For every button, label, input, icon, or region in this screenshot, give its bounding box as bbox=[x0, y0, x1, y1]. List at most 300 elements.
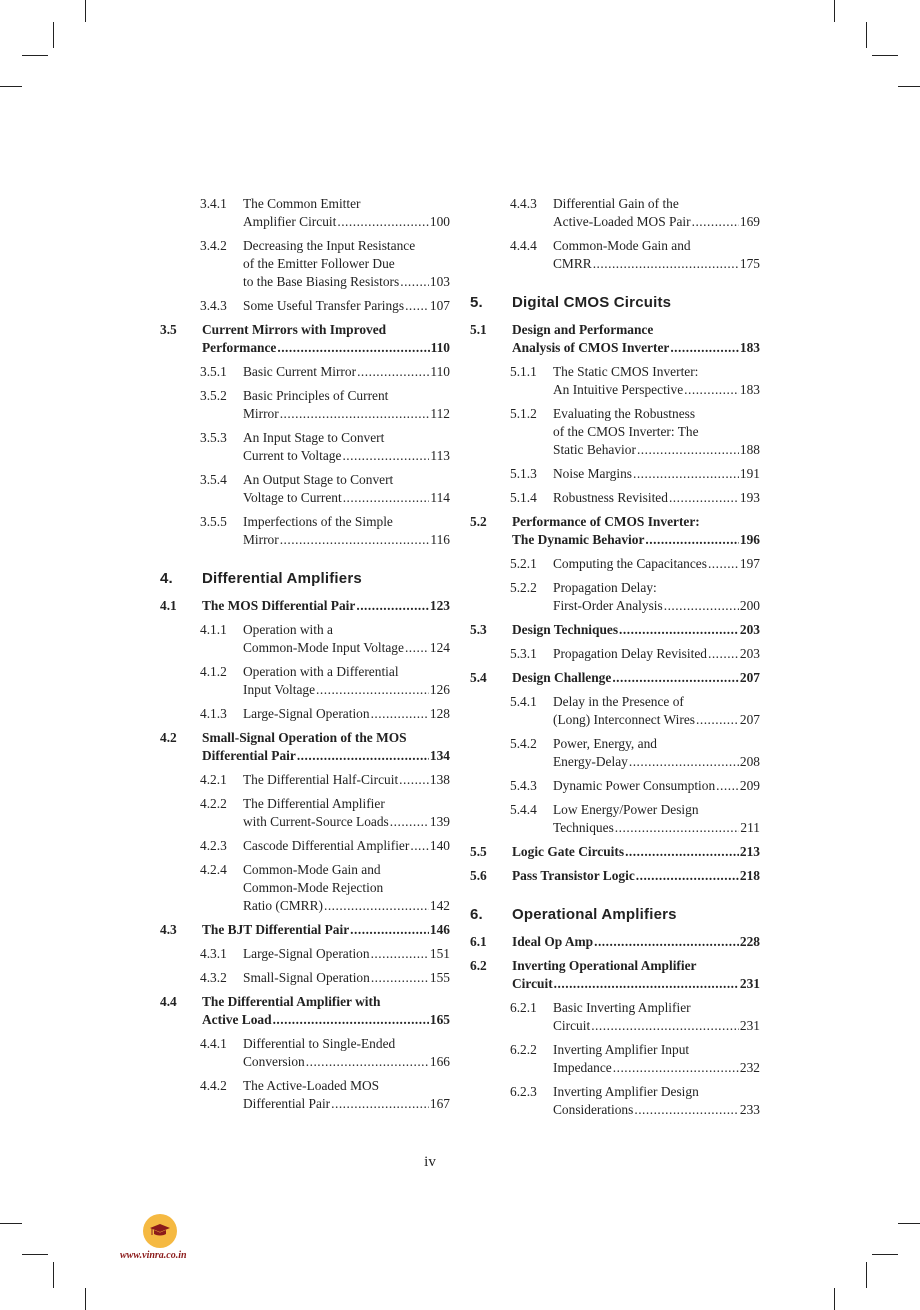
entry-title-line: An Output Stage to Convert bbox=[243, 472, 394, 487]
entry-page-number: 193 bbox=[739, 490, 760, 505]
toc-subsection-entry bbox=[160, 771, 450, 789]
toc-subsection-entry bbox=[470, 237, 760, 273]
entry-page-number: 188 bbox=[739, 442, 760, 457]
dot-leader bbox=[716, 777, 739, 795]
entry-title-line: of the Emitter Follower Due bbox=[243, 256, 395, 271]
entry-number: 4.1.2 bbox=[200, 664, 227, 679]
toc-subsection-entry bbox=[160, 363, 450, 381]
entry-page-number: 124 bbox=[429, 640, 450, 655]
entry-title-line: The Dynamic Behavior bbox=[512, 532, 645, 547]
entry-title-line: Common-Mode Input Voltage bbox=[243, 640, 404, 655]
entry-page-number: 231 bbox=[739, 976, 760, 991]
entry-title-line: Evaluating the Robustness bbox=[553, 406, 696, 421]
toc-subsection-entry bbox=[470, 579, 760, 615]
dot-leader bbox=[634, 1101, 739, 1119]
dot-leader bbox=[400, 273, 429, 291]
entry-page-number: 203 bbox=[739, 622, 760, 637]
dot-leader bbox=[280, 405, 430, 423]
toc-subsection-entry bbox=[160, 387, 450, 423]
entry-page-number: 169 bbox=[739, 214, 760, 229]
entry-title-line: Large-Signal Operation bbox=[243, 946, 370, 961]
toc-section-entry bbox=[470, 957, 760, 993]
dot-leader bbox=[629, 753, 739, 771]
dot-leader bbox=[273, 1011, 429, 1029]
entry-number: 5.1.3 bbox=[510, 466, 537, 481]
dot-leader bbox=[625, 843, 739, 861]
entry-page-number: 107 bbox=[429, 298, 450, 313]
entry-title-line: Active-Loaded MOS Pair bbox=[553, 214, 691, 229]
entry-title-line: Propagation Delay Revisited bbox=[553, 646, 707, 661]
crop-mark bbox=[834, 1288, 835, 1310]
entry-number: 5.3 bbox=[470, 622, 487, 637]
dot-leader bbox=[708, 555, 739, 573]
entry-number: 3.5.2 bbox=[200, 388, 227, 403]
toc-section-entry bbox=[470, 321, 760, 357]
toc-subsection-entry bbox=[470, 1041, 760, 1077]
dot-leader bbox=[633, 465, 739, 483]
entry-number: 4.4.1 bbox=[200, 1036, 227, 1051]
toc-subsection-entry bbox=[160, 237, 450, 291]
entry-number: 4.2.1 bbox=[200, 772, 227, 787]
entry-title-line: The Common Emitter bbox=[243, 196, 361, 211]
dot-leader bbox=[669, 489, 739, 507]
toc-subsection-entry bbox=[470, 1083, 760, 1119]
entry-number: 4.3 bbox=[160, 922, 177, 937]
entry-page-number: 183 bbox=[739, 382, 760, 397]
entry-page-number: 138 bbox=[429, 772, 450, 787]
dot-leader bbox=[670, 339, 739, 357]
toc-subsection-entry bbox=[470, 693, 760, 729]
entry-page-number: 140 bbox=[429, 838, 450, 853]
entry-title-line: CMRR bbox=[553, 256, 592, 271]
entry-number: 6.2.2 bbox=[510, 1042, 537, 1057]
entry-page-number: 200 bbox=[739, 598, 760, 613]
toc-subsection-entry bbox=[470, 999, 760, 1035]
entry-title-line: Operation with a Differential bbox=[243, 664, 399, 679]
entry-page-number: 113 bbox=[430, 448, 450, 463]
entry-number: 4.2.2 bbox=[200, 796, 227, 811]
crop-mark bbox=[834, 0, 835, 22]
crop-mark bbox=[85, 1288, 86, 1310]
entry-title-line: Decreasing the Input Resistance bbox=[243, 238, 416, 253]
entry-title-line: Impedance bbox=[553, 1060, 612, 1075]
entry-page-number: 231 bbox=[739, 1018, 760, 1033]
entry-title-line: Amplifier Circuit bbox=[243, 214, 337, 229]
entry-page-number: 155 bbox=[429, 970, 450, 985]
entry-title-line: The Differential Half-Circuit bbox=[243, 772, 399, 787]
dot-leader bbox=[371, 705, 429, 723]
entry-number: 5.1.1 bbox=[510, 364, 537, 379]
entry-number: 3.5.3 bbox=[200, 430, 227, 445]
dot-leader bbox=[664, 597, 739, 615]
entry-page-number: 126 bbox=[429, 682, 450, 697]
crop-mark bbox=[0, 1223, 22, 1224]
toc-subsection-entry bbox=[160, 945, 450, 963]
toc-subsection-entry bbox=[470, 555, 760, 573]
entry-title-line: The Active-Loaded MOS bbox=[243, 1078, 380, 1093]
entry-number: 5.3.1 bbox=[510, 646, 537, 661]
entry-page-number: 191 bbox=[739, 466, 760, 481]
dot-leader bbox=[692, 213, 739, 231]
dot-leader bbox=[324, 897, 429, 915]
dot-leader bbox=[612, 669, 739, 687]
entry-title-line: Active Load bbox=[202, 1012, 272, 1027]
toc-subsection-entry bbox=[160, 969, 450, 987]
toc-section-entry bbox=[160, 993, 450, 1029]
entry-title-line: Circuit bbox=[553, 1018, 591, 1033]
entry-page-number: 218 bbox=[739, 868, 760, 883]
entry-number: 3.4.1 bbox=[200, 196, 227, 211]
entry-number: 5.1.4 bbox=[510, 490, 537, 505]
entry-title-line: Input Voltage bbox=[243, 682, 316, 697]
entry-number: 3.4.2 bbox=[200, 238, 227, 253]
dot-leader bbox=[405, 639, 429, 657]
entry-title-line: (Long) Interconnect Wires bbox=[553, 712, 695, 727]
entry-page-number: 196 bbox=[739, 532, 760, 547]
entry-title-line: Design Techniques bbox=[512, 622, 619, 637]
entry-number: 5.5 bbox=[470, 844, 487, 859]
entry-number: 5.4.1 bbox=[510, 694, 537, 709]
entry-page-number: 207 bbox=[739, 712, 760, 727]
crop-mark bbox=[22, 55, 48, 56]
crop-mark bbox=[53, 1262, 54, 1288]
dot-leader bbox=[371, 945, 429, 963]
dot-leader bbox=[591, 1017, 739, 1035]
entry-page-number: 209 bbox=[739, 778, 760, 793]
entry-title-line: Some Useful Transfer Parings bbox=[243, 298, 405, 313]
toc-subsection-entry bbox=[160, 861, 450, 915]
crop-mark bbox=[898, 1223, 920, 1224]
entry-number: 4.3.1 bbox=[200, 946, 227, 961]
entry-title-line: Current Mirrors with Improved bbox=[202, 322, 387, 337]
entry-title-line: Ratio (CMRR) bbox=[243, 898, 323, 913]
entry-title-line: Energy-Delay bbox=[553, 754, 628, 769]
entry-number: 4.4.4 bbox=[510, 238, 537, 253]
entry-title-line: An Input Stage to Convert bbox=[243, 430, 385, 445]
page-number: iv bbox=[424, 1154, 436, 1170]
toc-subsection-entry bbox=[160, 795, 450, 831]
dot-leader bbox=[277, 339, 429, 357]
dot-leader bbox=[390, 813, 429, 831]
entry-number: 5.4.4 bbox=[510, 802, 537, 817]
dot-leader bbox=[636, 867, 739, 885]
entry-page-number: 123 bbox=[429, 598, 450, 613]
entry-title-line: The BJT Differential Pair bbox=[202, 922, 350, 937]
entry-title-line: Imperfections of the Simple bbox=[243, 514, 393, 529]
entry-page-number: 213 bbox=[739, 844, 760, 859]
entry-title-line: Circuit bbox=[512, 976, 553, 991]
entry-page-number: 110 bbox=[430, 364, 450, 379]
crop-mark bbox=[0, 86, 22, 87]
toc-subsection-entry bbox=[160, 1035, 450, 1071]
toc-section-entry bbox=[470, 933, 760, 951]
entry-title-line: Differential Pair bbox=[202, 748, 296, 763]
entry-title-line: Performance bbox=[202, 340, 277, 355]
dot-leader bbox=[684, 381, 739, 399]
entry-page-number: 112 bbox=[430, 406, 450, 421]
toc-subsection-entry bbox=[470, 777, 760, 795]
chapter-number: 5. bbox=[470, 294, 483, 311]
entry-title-line: An Intuitive Perspective bbox=[553, 382, 684, 397]
toc-section-entry bbox=[470, 669, 760, 687]
dot-leader bbox=[619, 621, 739, 639]
toc-subsection-entry bbox=[160, 195, 450, 231]
toc-subsection-entry bbox=[470, 801, 760, 837]
entry-page-number: 166 bbox=[429, 1054, 450, 1069]
entry-number: 5.4 bbox=[470, 670, 487, 685]
entry-number: 3.5 bbox=[160, 322, 177, 337]
entry-page-number: 142 bbox=[429, 898, 450, 913]
toc-section-entry bbox=[470, 867, 760, 885]
entry-number: 4.3.2 bbox=[200, 970, 227, 985]
entry-number: 4.2 bbox=[160, 730, 177, 745]
dot-leader bbox=[696, 711, 739, 729]
entry-title-line: Conversion bbox=[243, 1054, 305, 1069]
entry-page-number: 175 bbox=[739, 256, 760, 271]
entry-title-line: Performance of CMOS Inverter: bbox=[512, 514, 700, 529]
entry-page-number: 100 bbox=[429, 214, 450, 229]
entry-number: 4.1 bbox=[160, 598, 177, 613]
toc-section-entry bbox=[160, 921, 450, 939]
entry-page-number: 228 bbox=[739, 934, 760, 949]
entry-title-line: Cascode Differential Amplifier bbox=[243, 838, 410, 853]
entry-title-line: Voltage to Current bbox=[243, 490, 342, 505]
entry-page-number: 233 bbox=[739, 1102, 760, 1117]
crop-mark bbox=[53, 22, 54, 48]
toc-column-right bbox=[470, 189, 760, 1119]
entry-title-line: Small-Signal Operation of the MOS bbox=[202, 730, 407, 745]
entry-number: 6.2.1 bbox=[510, 1000, 537, 1015]
entry-title-line: Logic Gate Circuits bbox=[512, 844, 625, 859]
entry-page-number: 165 bbox=[429, 1012, 450, 1027]
entry-number: 5.2.1 bbox=[510, 556, 537, 571]
dot-leader bbox=[343, 489, 430, 507]
entry-page-number: 151 bbox=[429, 946, 450, 961]
chapter-title: Differential Amplifiers bbox=[202, 570, 362, 587]
entry-number: 5.2.2 bbox=[510, 580, 537, 595]
entry-title-line: Ideal Op Amp bbox=[512, 934, 594, 949]
entry-number: 5.2 bbox=[470, 514, 487, 529]
entry-page-number: 146 bbox=[429, 922, 450, 937]
crop-mark bbox=[872, 55, 898, 56]
entry-number: 5.1 bbox=[470, 322, 487, 337]
entry-number: 4.2.4 bbox=[200, 862, 227, 877]
entry-title-line: First-Order Analysis bbox=[553, 598, 663, 613]
entry-page-number: 116 bbox=[430, 532, 450, 547]
toc-subsection-entry bbox=[470, 363, 760, 399]
entry-title-line: Basic Current Mirror bbox=[243, 364, 357, 379]
dot-leader bbox=[637, 441, 739, 459]
entry-page-number: 114 bbox=[430, 490, 450, 505]
entry-number: 5.4.2 bbox=[510, 736, 537, 751]
dot-leader bbox=[554, 975, 739, 993]
dot-leader bbox=[593, 255, 739, 273]
dot-leader bbox=[316, 681, 429, 699]
entry-title-line: Design Challenge bbox=[512, 670, 612, 685]
entry-title-line: Inverting Amplifier Design bbox=[553, 1084, 699, 1099]
toc-subsection-entry bbox=[160, 663, 450, 699]
chapter-title: Digital CMOS Circuits bbox=[512, 294, 672, 311]
entry-number: 3.5.5 bbox=[200, 514, 227, 529]
graduation-cap-icon bbox=[149, 1223, 171, 1239]
entry-number: 3.4.3 bbox=[200, 298, 227, 313]
entry-title-line: Low Energy/Power Design bbox=[553, 802, 699, 817]
entry-title-line: Basic Principles of Current bbox=[243, 388, 389, 403]
crop-mark bbox=[866, 22, 867, 48]
entry-number: 4.4.2 bbox=[200, 1078, 227, 1093]
toc-subsection-entry bbox=[160, 429, 450, 465]
entry-title-line: Noise Margins bbox=[553, 466, 632, 481]
chapter-number: 4. bbox=[160, 570, 173, 587]
entry-page-number: 134 bbox=[429, 748, 450, 763]
crop-mark bbox=[85, 0, 86, 22]
entry-title-line: Power, Energy, and bbox=[553, 736, 657, 751]
dot-leader bbox=[371, 969, 429, 987]
toc-section-entry bbox=[160, 729, 450, 765]
entry-number: 6.2.3 bbox=[510, 1084, 537, 1099]
toc-subsection-entry bbox=[160, 621, 450, 657]
toc-subsection-entry bbox=[160, 837, 450, 855]
entry-title-line: Robustness Revisited bbox=[553, 490, 668, 505]
crop-mark bbox=[898, 86, 920, 87]
dot-leader bbox=[356, 597, 429, 615]
dot-leader bbox=[357, 363, 429, 381]
entry-title-line: Large-Signal Operation bbox=[243, 706, 370, 721]
chapter-title: Operational Amplifiers bbox=[512, 906, 677, 923]
entry-title-line: Techniques bbox=[553, 820, 614, 835]
entry-number: 5.4.3 bbox=[510, 778, 537, 793]
entry-title-line: The Differential Amplifier with bbox=[202, 994, 381, 1009]
entry-title-line: The MOS Differential Pair bbox=[202, 598, 356, 613]
entry-title-line: Considerations bbox=[553, 1102, 634, 1117]
entry-page-number: 197 bbox=[739, 556, 760, 571]
dot-leader bbox=[594, 933, 739, 951]
chapter-heading bbox=[470, 294, 760, 312]
entry-number: 5.6 bbox=[470, 868, 487, 883]
entry-title-line: Common-Mode Rejection bbox=[243, 880, 384, 895]
entry-title-line: Computing the Capacitances bbox=[553, 556, 707, 571]
entry-number: 4.4.3 bbox=[510, 196, 537, 211]
crop-mark bbox=[866, 1262, 867, 1288]
entry-number: 4.1.1 bbox=[200, 622, 227, 637]
toc-subsection-entry bbox=[470, 489, 760, 507]
toc-subsection-entry bbox=[160, 513, 450, 549]
entry-page-number: 211 bbox=[740, 820, 760, 835]
entry-title-line: Inverting Operational Amplifier bbox=[512, 958, 697, 973]
entry-title-line: Inverting Amplifier Input bbox=[553, 1042, 690, 1057]
entry-title-line: of the CMOS Inverter: The bbox=[553, 424, 699, 439]
dot-leader bbox=[645, 531, 738, 549]
entry-title-line: Differential Gain of the bbox=[553, 196, 679, 211]
dot-leader bbox=[306, 1053, 429, 1071]
entry-title-line: Mirror bbox=[243, 406, 279, 421]
toc-section-entry bbox=[160, 597, 450, 615]
entry-title-line: Current to Voltage bbox=[243, 448, 342, 463]
entry-page-number: 103 bbox=[429, 274, 450, 289]
entry-page-number: 128 bbox=[429, 706, 450, 721]
entry-number: 4.1.3 bbox=[200, 706, 227, 721]
dot-leader bbox=[337, 213, 429, 231]
entry-number: 4.4 bbox=[160, 994, 177, 1009]
entry-page-number: 207 bbox=[739, 670, 760, 685]
entry-title-line: Pass Transistor Logic bbox=[512, 868, 635, 883]
entry-number: 3.5.4 bbox=[200, 472, 227, 487]
toc-subsection-entry bbox=[470, 405, 760, 459]
entry-title-line: Design and Performance bbox=[512, 322, 654, 337]
crop-mark bbox=[22, 1254, 48, 1255]
entry-title-line: The Differential Amplifier bbox=[243, 796, 385, 811]
dot-leader bbox=[331, 1095, 429, 1113]
entry-title-line: Delay in the Presence of bbox=[553, 694, 684, 709]
entry-page-number: 110 bbox=[430, 340, 450, 355]
dot-leader bbox=[342, 447, 429, 465]
entry-title-line: Common-Mode Gain and bbox=[553, 238, 691, 253]
entry-title-line: Differential Pair bbox=[243, 1096, 331, 1111]
toc-subsection-entry bbox=[470, 195, 760, 231]
entry-title-line: Static Behavior bbox=[553, 442, 636, 457]
entry-title-line: Basic Inverting Amplifier bbox=[553, 1000, 691, 1015]
chapter-heading bbox=[160, 570, 450, 588]
toc-column-left bbox=[160, 189, 450, 1113]
dot-leader bbox=[297, 747, 429, 765]
publisher-logo bbox=[143, 1214, 177, 1248]
entry-title-line: Differential to Single-Ended bbox=[243, 1036, 396, 1051]
entry-title-line: The Static CMOS Inverter: bbox=[553, 364, 699, 379]
entry-title-line: Mirror bbox=[243, 532, 279, 547]
entry-page-number: 208 bbox=[739, 754, 760, 769]
toc-section-entry bbox=[160, 321, 450, 357]
toc-subsection-entry bbox=[160, 705, 450, 723]
toc-section-entry bbox=[470, 513, 760, 549]
dot-leader bbox=[410, 837, 429, 855]
chapter-number: 6. bbox=[470, 906, 483, 923]
entry-page-number: 232 bbox=[739, 1060, 760, 1075]
dot-leader bbox=[280, 531, 430, 549]
toc-subsection-entry bbox=[470, 645, 760, 663]
entry-page-number: 167 bbox=[429, 1096, 450, 1111]
toc-subsection-entry bbox=[160, 1077, 450, 1113]
toc-subsection-entry bbox=[470, 465, 760, 483]
dot-leader bbox=[615, 819, 740, 837]
dot-leader bbox=[350, 921, 429, 939]
toc-subsection-entry bbox=[160, 297, 450, 315]
chapter-heading bbox=[470, 906, 760, 924]
crop-mark bbox=[872, 1254, 898, 1255]
toc-section-entry bbox=[470, 621, 760, 639]
entry-title-line: Dynamic Power Consumption bbox=[553, 778, 716, 793]
entry-title-line: Small-Signal Operation bbox=[243, 970, 370, 985]
entry-title-line: with Current-Source Loads bbox=[243, 814, 389, 829]
entry-number: 6.1 bbox=[470, 934, 487, 949]
dot-leader bbox=[708, 645, 739, 663]
entry-title-line: to the Base Biasing Resistors bbox=[243, 274, 400, 289]
entry-page-number: 139 bbox=[429, 814, 450, 829]
entry-number: 6.2 bbox=[470, 958, 487, 973]
entry-number: 5.1.2 bbox=[510, 406, 537, 421]
entry-number: 3.5.1 bbox=[200, 364, 227, 379]
entry-page-number: 203 bbox=[739, 646, 760, 661]
entry-number: 4.2.3 bbox=[200, 838, 227, 853]
entry-title-line: Operation with a bbox=[243, 622, 333, 637]
dot-leader bbox=[613, 1059, 739, 1077]
dot-leader bbox=[399, 771, 429, 789]
entry-page-number: 183 bbox=[739, 340, 760, 355]
entry-title-line: Analysis of CMOS Inverter bbox=[512, 340, 670, 355]
toc-section-entry bbox=[470, 843, 760, 861]
publisher-url: www.vinra.co.in bbox=[120, 1250, 187, 1261]
toc-subsection-entry bbox=[160, 471, 450, 507]
toc-subsection-entry bbox=[470, 735, 760, 771]
